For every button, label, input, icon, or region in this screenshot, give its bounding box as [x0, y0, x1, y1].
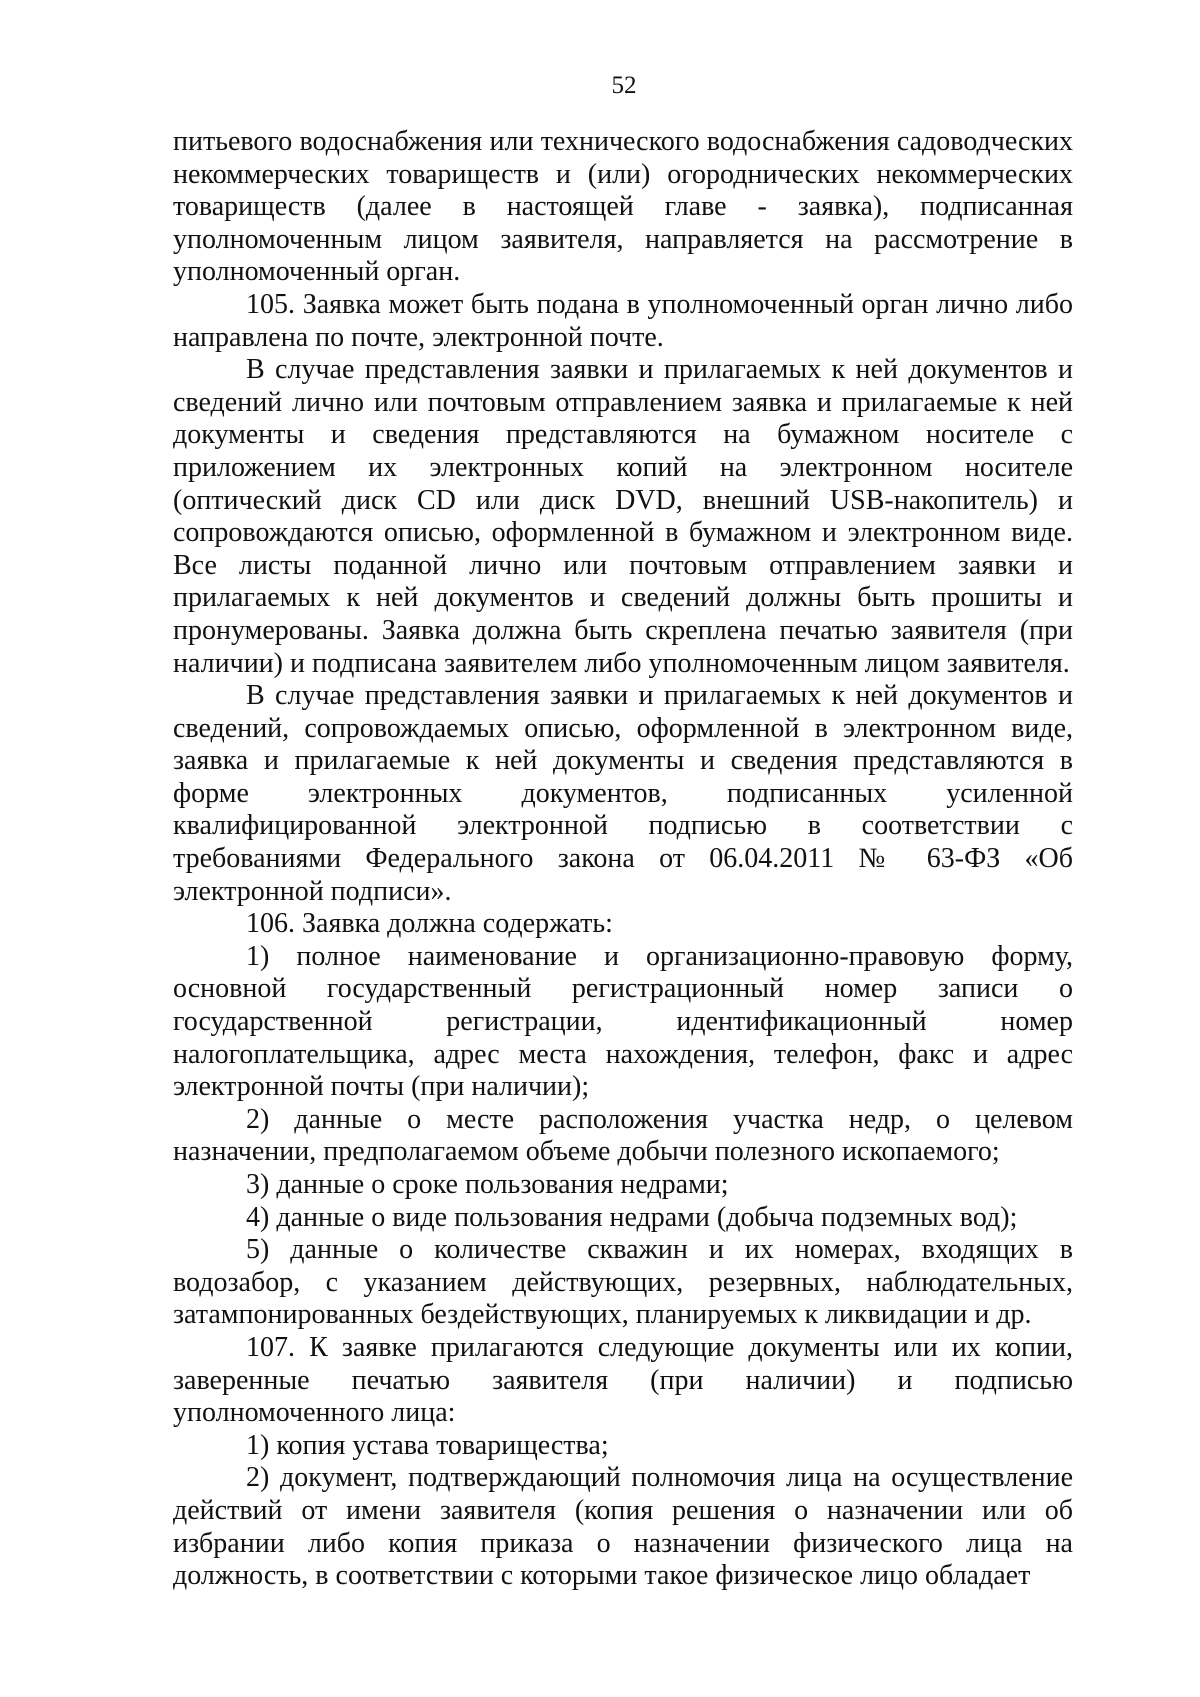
list-item-106-2: 2) данные о месте расположения участка недр, о целевом назначении, предполагаемом объеме добычи полезного ископаемого; [173, 1103, 1073, 1168]
list-item-106-1: 1) полное наименование и организационно-правовую форму, основной государственный регистрационный номер записи о государственной регистрации, идентификационный номер налогоплательщика, адрес места нахождения, телефон, факс и адрес электронной почты (при наличии); [173, 940, 1073, 1103]
list-item-107-2: 2) документ, подтверждающий полномочия лица на осуществление действий от имени заявителя (копия решения о назначении или об избрании либо копия приказа о назначении физического лица на должность, в соответствии с которыми такое физическое лицо обладает [173, 1462, 1073, 1592]
paragraph-107: 107. К заявке прилагаются следующие документы или их копии, заверенные печатью заявителя (при наличии) и подписью уполномоченного лица: [173, 1331, 1073, 1429]
document-body [173, 126, 1073, 1593]
list-item-107-1: 1) копия устава товарищества; [246, 1429, 609, 1461]
paragraph-paper-submission: В случае представления заявки и прилагаемых к ней документов и сведений лично или почтовым отправлением заявка и прилагаемые к ней документы и сведения представляются на бумажном носителе с приложением их электронных копий на электронном носителе (оптический диск CD или диск DVD, внешний USB-накопитель) и сопровождаются описью, оформленной в бумажном и электронном виде. Все листы поданной лично или почтовым отправлением заявки и прилагаемых к ней документов и сведений должны быть прошиты и пронумерованы. Заявка должна быть скреплена печатью заявителя (при наличии) и подписана заявителем либо уполномоченным лицом заявителя. [173, 354, 1073, 679]
list-item-106-4: 4) данные о виде пользования недрами (добыча подземных вод); [246, 1201, 1018, 1233]
page-number: 52 [611, 72, 637, 99]
list-item-106-5: 5) данные о количестве скважин и их номерах, входящих в водозабор, с указанием действующих, резервных, наблюдательных, затампонированных бездействующих, планируемых к ликвидации и др. [173, 1234, 1073, 1331]
paragraph-105: 105. Заявка может быть подана в уполномоченный орган лично либо направлена по почте, электронной почте. [173, 288, 1073, 353]
list-item-106-3: 3) данные о сроке пользования недрами; [246, 1169, 729, 1200]
paragraph-106: 106. Заявка должна содержать: [246, 908, 613, 940]
paragraph-electronic-submission: В случае представления заявки и прилагаемых к ней документов и сведений, сопровождаемых описью, оформленной в электронном виде, заявка и прилагаемые к ней документы и сведения представляются в форме электронных документов, подписанных усиленной квалифицированной электронной подписью в соответствии с требованиями Федерального закона от 06.04.2011 № 63-ФЗ «Об электронной подписи». [173, 680, 1073, 907]
paragraph-continuation: питьевого водоснабжения или технического водоснабжения садоводческих некоммерческих товариществ и (или) огороднических некоммерческих товариществ (далее в настоящей главе - заявка), подписанная уполномоченным лицом заявителя, направляется на рассмотрение в уполномоченный орган. [173, 126, 1073, 288]
